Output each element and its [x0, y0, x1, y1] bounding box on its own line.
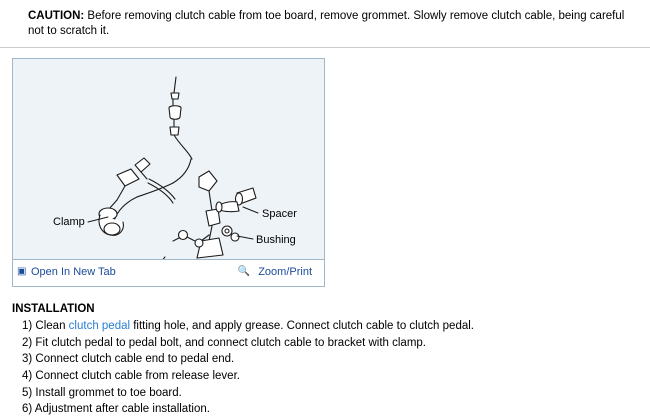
step-1-suffix: fitting hole, and apply grease. Connect clutch cable to clutch pedal.	[130, 319, 474, 332]
install-step-2: 2) Fit clutch pedal to pedal bolt, and connect clutch cable to bracket with clamp.	[22, 336, 426, 349]
clutch-pedal-link[interactable]: clutch pedal	[68, 319, 131, 332]
zoom-print-link[interactable]: Zoom/Print	[258, 265, 312, 278]
install-step-6: 6) Adjustment after cable installation.	[22, 403, 210, 416]
install-step-5: 5) Install grommet to toe board.	[22, 386, 182, 399]
header-divider	[0, 47, 650, 48]
install-step-4: 4) Connect clutch cable from release lever.	[22, 369, 240, 382]
callout-clamp: Clamp	[53, 215, 85, 228]
step-1-prefix: 1) Clean	[22, 319, 69, 332]
magnifier-icon[interactable]: 🔍	[237, 265, 250, 277]
callout-bushing: Bushing	[256, 233, 296, 246]
installation-title: INSTALLATION	[12, 302, 95, 315]
install-step-1	[22, 318, 650, 335]
install-step-3: 3) Connect clutch cable end to pedal end.	[22, 353, 235, 366]
callout-spacer: Spacer	[262, 207, 297, 220]
caution-text: Before removing clutch cable from toe board, remove grommet. Slowly remove clutch cable, being careful not to scratch it.	[28, 10, 625, 37]
open-in-new-tab-link[interactable]: Open In New Tab	[31, 265, 116, 278]
installation-section	[12, 303, 650, 418]
clutch-cable-diagram	[13, 59, 324, 259]
figure-toolbar	[13, 260, 324, 286]
figure-diagram	[13, 59, 324, 259]
caution-label: CAUTION:	[28, 10, 85, 22]
figure-panel	[12, 58, 325, 287]
external-window-icon[interactable]: ▣	[17, 265, 27, 277]
caution-notice	[0, 0, 650, 39]
